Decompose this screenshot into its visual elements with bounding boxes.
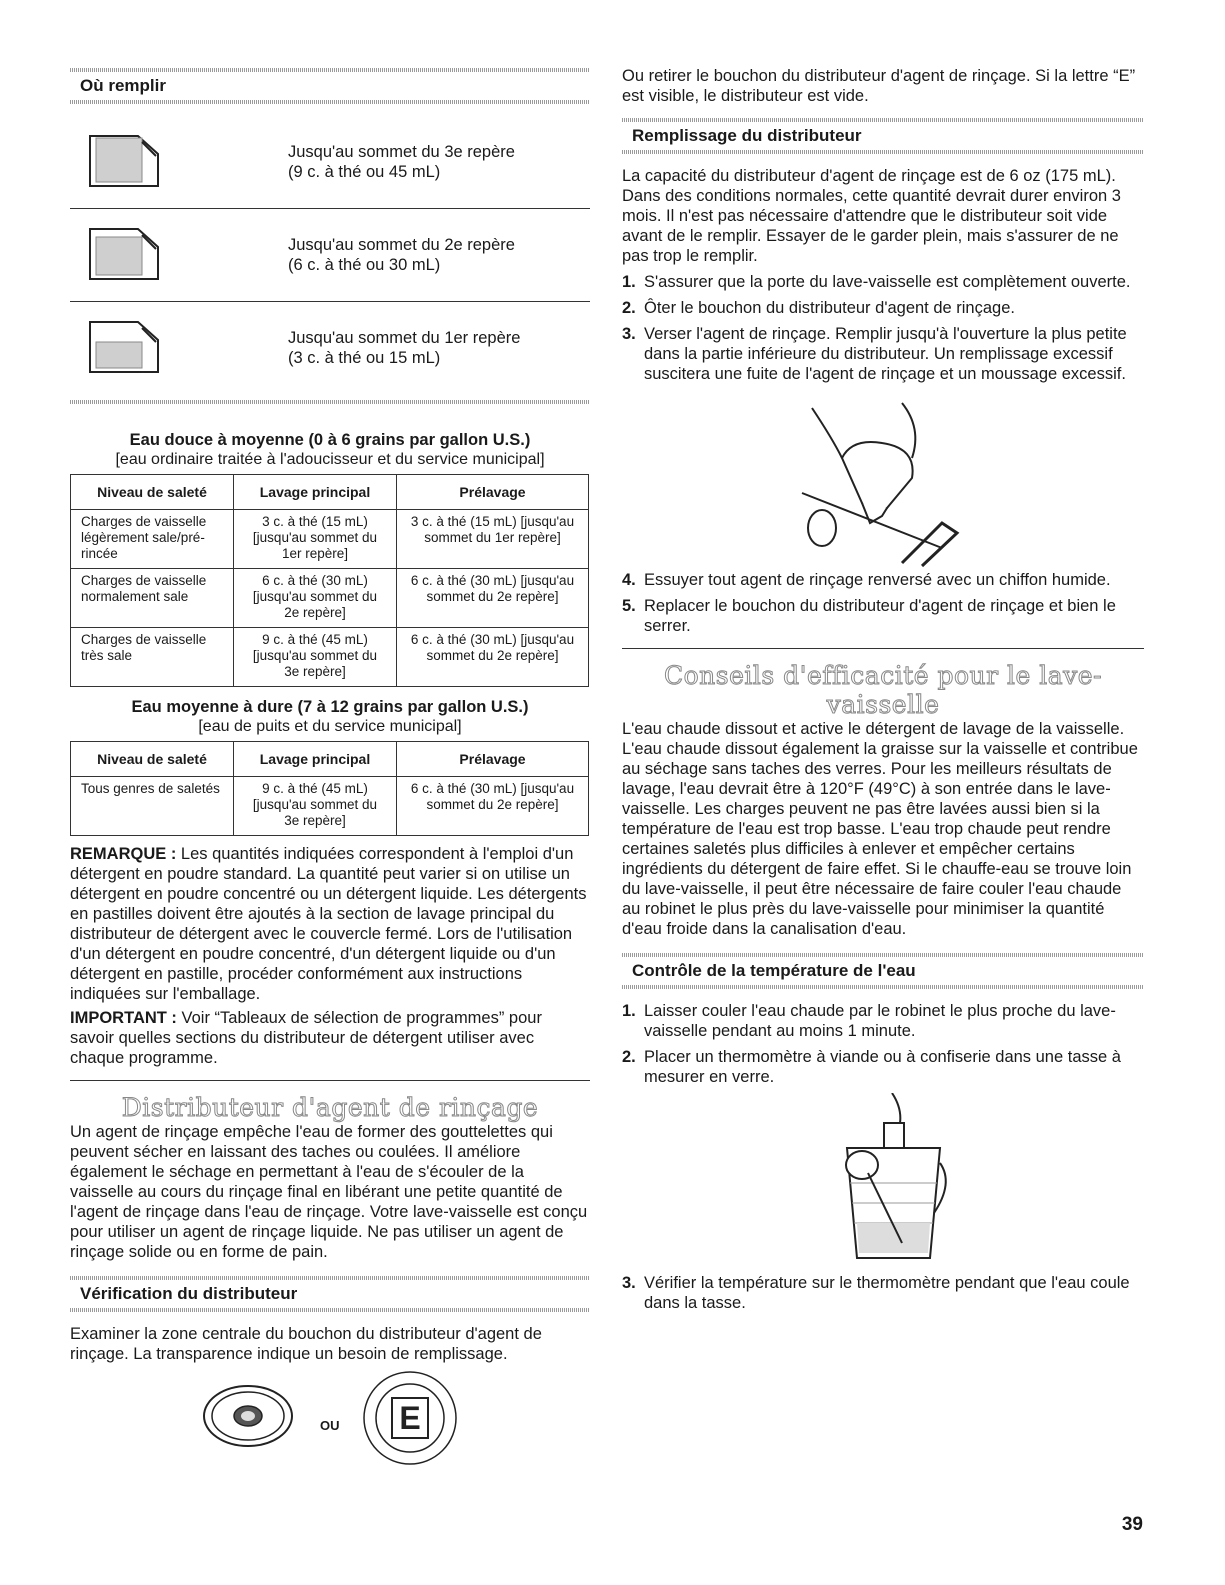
refill-steps-continued <box>622 570 1144 636</box>
fill-level-row <box>70 209 590 301</box>
table-row <box>71 628 589 687</box>
col-header: Prélavage <box>397 475 589 510</box>
table-cell: Charges de vaisselle normalement sale <box>71 569 234 628</box>
table-cell: 6 c. à thé (30 mL) [jusqu'au sommet du 2e repère] <box>397 777 589 836</box>
list-item <box>622 324 1144 384</box>
soft-water-title: Eau douce à moyenne (0 à 6 grains par gallon U.S.) <box>129 431 531 449</box>
step-text: Vérifier la température sur le thermomètre pendant que l'eau coule dans la tasse. <box>644 1274 1130 1312</box>
list-item <box>622 1273 1144 1313</box>
remark-paragraph <box>70 844 590 1004</box>
step-number: 3. <box>622 1274 636 1292</box>
hard-water-title: Eau moyenne à dure (7 à 12 grains par gallon U.S.) <box>131 698 529 716</box>
step-number: 2. <box>622 1048 636 1066</box>
verify-paragraph: Examiner la zone centrale du bouchon du distributeur d'agent de rinçage. La transparence indique un besoin de remplissage. <box>70 1325 542 1363</box>
fill-level-row <box>70 116 590 208</box>
measuring-cup-illustration <box>622 1093 1144 1273</box>
fill-level-line1: Jusqu'au sommet du 1er repère <box>288 329 521 347</box>
step-text: S'assurer que la porte du lave-vaisselle est complètement ouverte. <box>644 273 1131 291</box>
fill-level-row <box>70 302 590 394</box>
cap-letter: E <box>399 1400 421 1436</box>
step-number: 1. <box>622 273 636 291</box>
remark-label: REMARQUE : <box>70 845 177 863</box>
table-row <box>71 510 589 569</box>
ou-label: OU <box>320 1418 340 1433</box>
efficiency-section-title: Conseils d'efficacité pour le lave-vaisselle <box>663 661 1103 719</box>
table-row <box>71 569 589 628</box>
step-text: Placer un thermomètre à viande ou à confiserie dans une tasse à mesurer en verre. <box>644 1048 1121 1086</box>
refill-paragraph: La capacité du distributeur d'agent de rinçage est de 6 oz (175 mL). Dans des conditions normales, cette quantité devrait durer environ 3 mois. Il n'est pas nécessaire d'attendre que le distributeur soit vide avant de le remplir. Essayer de le garder plein, mais s'assurer de ne pas trop le remplir. <box>622 167 1121 265</box>
step-text: Laisser couler l'eau chaude par le robinet le plus proche du lave-vaisselle pendant au moins 1 minute. <box>644 1002 1116 1040</box>
table-cell: 9 c. à thé (45 mL) [jusqu'au sommet du 3e repère] <box>234 628 397 687</box>
table-cell: Charges de vaisselle légèrement sale/pré-rincée <box>71 510 234 569</box>
list-item <box>622 570 1144 590</box>
hard-water-subtitle: [eau de puits et du service municipal] <box>198 718 462 735</box>
fill-level-line1: Jusqu'au sommet du 2e repère <box>288 236 515 254</box>
important-label: IMPORTANT : <box>70 1009 177 1027</box>
step-text: Replacer le bouchon du distributeur d'agent de rinçage et bien le serrer. <box>644 597 1116 635</box>
col-header: Niveau de saleté <box>71 475 234 510</box>
page-number: 39 <box>1121 1514 1143 1535</box>
table-row <box>71 777 589 836</box>
table-cell: Tous genres de saletés <box>71 777 234 836</box>
rinse-aid-section-title: Distributeur d'agent de rinçage <box>121 1093 539 1122</box>
col-header: Prélavage <box>397 742 589 777</box>
hard-water-table <box>70 741 589 836</box>
col-header: Lavage principal <box>234 742 397 777</box>
temperature-title: Contrôle de la température de l'eau <box>632 961 916 980</box>
soft-water-subtitle: [eau ordinaire traitée à l'adoucisseur et du service municipal] <box>115 451 545 468</box>
intro-paragraph: Ou retirer le bouchon du distributeur d'agent de rinçage. Si la lettre “E” est visible, le distributeur est vide. <box>622 67 1136 105</box>
dispenser-cap-icon <box>200 1376 296 1456</box>
table-cell: 6 c. à thé (30 mL) [jusqu'au sommet du 2e repère] <box>397 569 589 628</box>
table-cell: 6 c. à thé (30 mL) [jusqu'au sommet du 2e repère] <box>234 569 397 628</box>
list-item <box>622 1001 1144 1041</box>
table-cell: 9 c. à thé (45 mL) [jusqu'au sommet du 3e repère] <box>234 777 397 836</box>
table-cell: 3 c. à thé (15 mL) [jusqu'au sommet du 1er repère] <box>397 510 589 569</box>
pouring-bottle-icon <box>792 398 962 568</box>
measuring-cup-icon <box>822 1093 962 1268</box>
step-number: 4. <box>622 571 636 589</box>
refill-steps <box>622 272 1144 384</box>
pouring-illustration <box>622 390 1144 570</box>
fill-level-line1: Jusqu'au sommet du 3e repère <box>288 143 515 161</box>
important-paragraph <box>70 1008 590 1068</box>
step-text: Ôter le bouchon du distributeur d'agent de rinçage. <box>644 299 1015 317</box>
fill-level-line2: (6 c. à thé ou 30 mL) <box>288 256 441 274</box>
rinse-aid-paragraph: Un agent de rinçage empêche l'eau de former des gouttelettes qui peuvent sécher en laissant des taches ou coulées. Il améliore également le séchage en permettant à l'eau de s'écouler de la vaisselle au cours du rinçage final en libérant une petite quantité de l'agent de rinçage dans l'eau de rinçage. Votre lave-vaisselle est conçu pour utiliser un agent de rinçage liquide. Ne pas utiliser un agent de rinçage solide ou en forme de pain. <box>70 1123 588 1261</box>
col-header: Niveau de saleté <box>71 742 234 777</box>
verify-title: Vérification du distributeur <box>80 1284 298 1303</box>
cap-illustration <box>70 1368 590 1478</box>
table-cell: 3 c. à thé (15 mL) [jusqu'au sommet du 1er repère] <box>234 510 397 569</box>
important-text: Voir “Tableaux de sélection de programmes” pour savoir quelles sections du distributeur de détergent utiliser avec chaque programme. <box>70 1009 542 1067</box>
step-number: 1. <box>622 1002 636 1020</box>
fill-level-line2: (9 c. à thé ou 45 mL) <box>288 163 441 181</box>
remark-text: Les quantités indiquées correspondent à l'emploi d'un détergent en poudre standard. La quantité peut varier si on utilise un détergent en poudre concentré ou un détergent liquide. Les détergents en pastilles doivent être ajoutés à la section de lavage principal du distributeur de détergent avec le couvercle fermé. Lors de l'utilisation d'un détergent en poudre concentré, d'un détergent liquide ou d'un détergent en pastille, procéder conformément aux instructions indiquées sur l'emballage. <box>70 845 587 1003</box>
dispenser-cup-icon <box>88 225 198 285</box>
list-item <box>622 272 1144 292</box>
table-cell: Charges de vaisselle très sale <box>71 628 234 687</box>
dispenser-cup-icon <box>88 132 198 192</box>
efficiency-paragraph: L'eau chaude dissout et active le détergent de lavage de la vaisselle. L'eau chaude dissout également la graisse sur la vaisselle et contribue au séchage sans taches des verres. Pour les meilleurs résultats de lavage, l'eau devrait être à 120°F (49°C) à son entrée dans le lave-vaisselle. Les charges peuvent ne pas être lavées aussi bien si la température de l'eau est trop basse. L'eau trop chaude peut rendre certaines saletés plus difficiles à enlever et empêcher certains ingrédients du détergent de faire effet. Si le chauffe-eau se trouve loin du lave-vaisselle, il peut être nécessaire de faire couler l'eau chaude au robinet le plus près du lave-vaisselle pour minimiser la quantité d'eau froide dans la canalisation d'eau. <box>622 720 1138 938</box>
step-text: Essuyer tout agent de rinçage renversé avec un chiffon humide. <box>644 571 1111 589</box>
temperature-steps-continued <box>622 1273 1144 1313</box>
col-header: Lavage principal <box>234 475 397 510</box>
left-column <box>70 0 590 1478</box>
right-column <box>622 0 1144 1319</box>
step-number: 2. <box>622 299 636 317</box>
list-item <box>622 298 1144 318</box>
list-item <box>622 1047 1144 1087</box>
step-text: Verser l'agent de rinçage. Remplir jusqu'à l'ouverture la plus petite dans la partie inférieure du distributeur. Un remplissage excessif suscitera une fuite de l'agent de rinçage et un moussage excessif. <box>644 325 1127 383</box>
step-number: 3. <box>622 325 636 343</box>
fill-title: Où remplir <box>80 76 166 95</box>
refill-title: Remplissage du distributeur <box>632 126 862 145</box>
dispenser-cup-icon <box>88 318 198 378</box>
soft-water-table <box>70 474 589 687</box>
temperature-steps <box>622 1001 1144 1087</box>
list-item <box>622 596 1144 636</box>
table-cell: 6 c. à thé (30 mL) [jusqu'au sommet du 2e repère] <box>397 628 589 687</box>
step-number: 5. <box>622 597 636 615</box>
fill-level-line2: (3 c. à thé ou 15 mL) <box>288 349 441 367</box>
